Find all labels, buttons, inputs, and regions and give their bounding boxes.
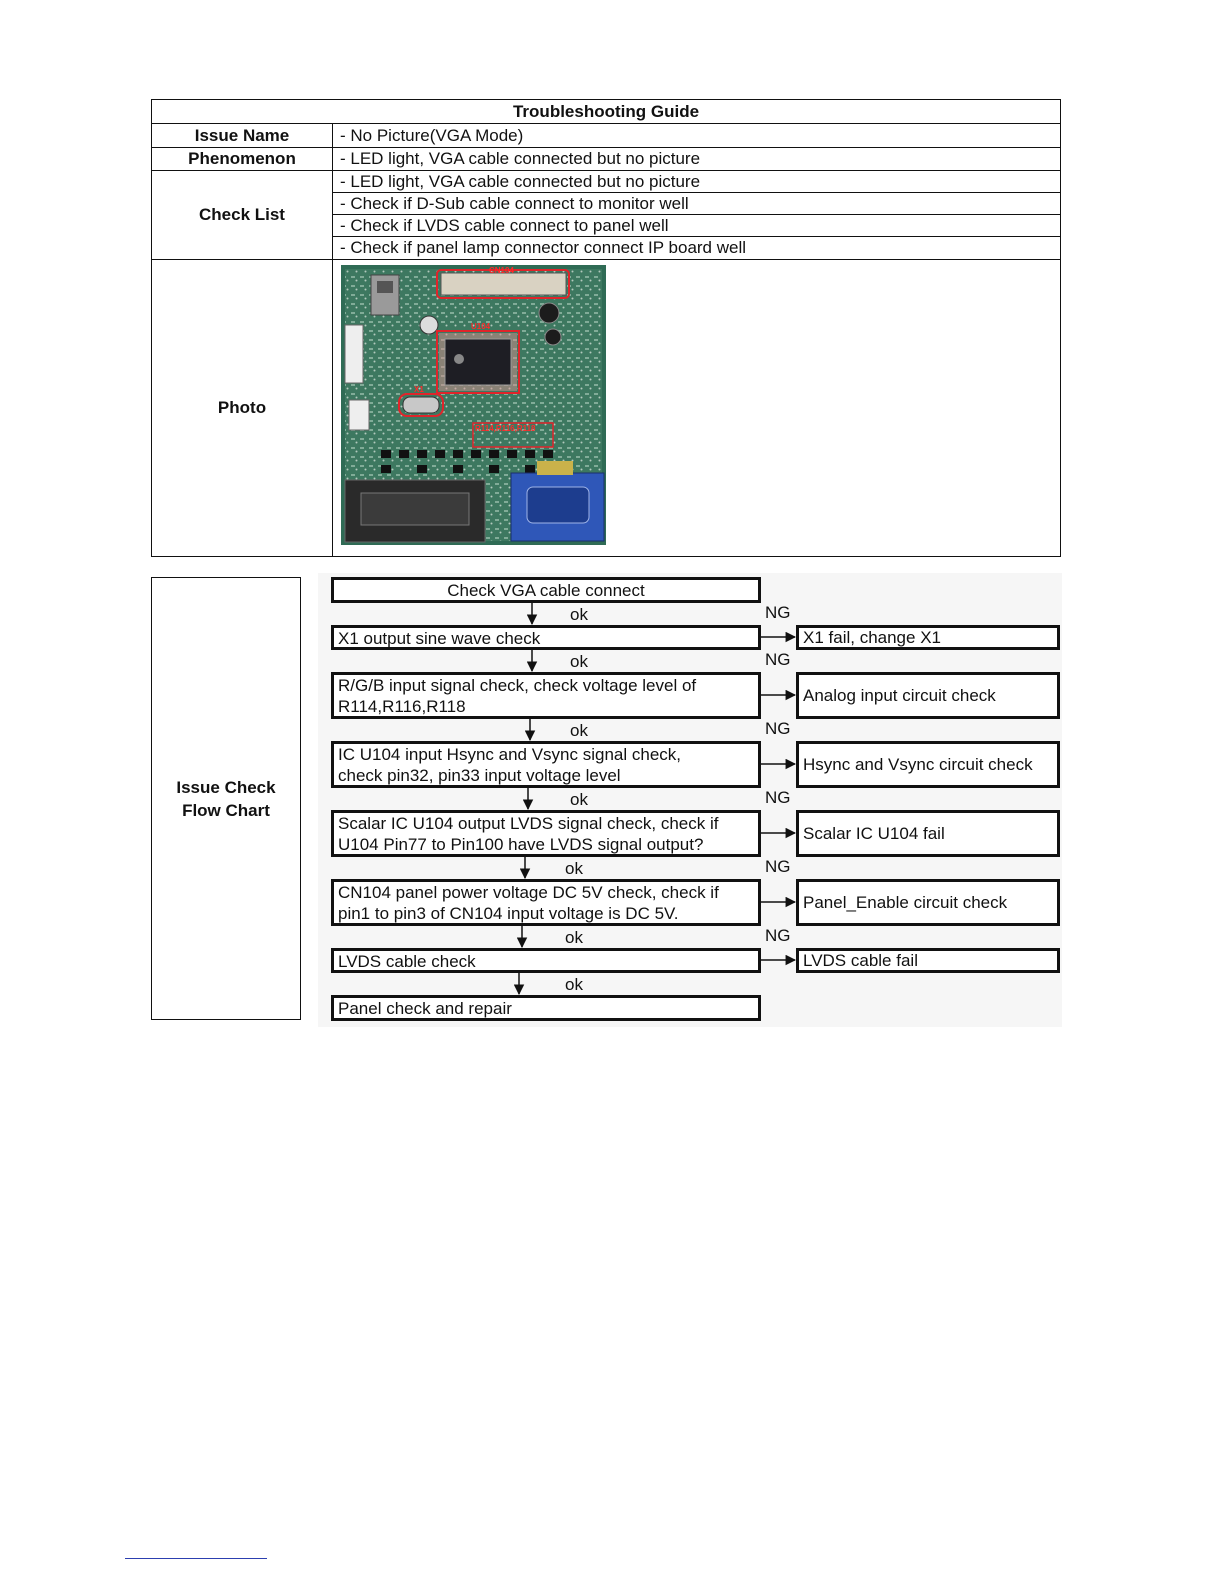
flow-step-2: X1 output sine wave check: [331, 625, 761, 650]
flow-step-5: Scalar IC U104 output LVDS signal check, check if U104 Pin77 to Pin100 have LVDS signal output?: [331, 810, 761, 857]
flow-fail-6: LVDS cable fail: [796, 948, 1060, 973]
issue-name-value: - No Picture(VGA Mode): [333, 124, 1061, 148]
check-list-item: - LED light, VGA cable connected but no picture: [333, 171, 1061, 193]
photo-label: Photo: [152, 260, 333, 557]
ng-label: NG: [765, 788, 791, 807]
check-list-label: Check List: [152, 171, 333, 260]
flow-fail-5: Panel_Enable circuit check: [796, 879, 1060, 926]
ok-label: ok: [565, 928, 583, 947]
phenomenon-value: - LED light, VGA cable connected but no picture: [333, 148, 1061, 171]
ok-label: ok: [570, 652, 588, 671]
callout-cn104: CN104: [489, 266, 514, 275]
issue-name-label: Issue Name: [152, 124, 333, 148]
flow-fail-3: Hsync and Vsync circuit check: [796, 741, 1060, 788]
phenomenon-label: Phenomenon: [152, 148, 333, 171]
ok-label: ok: [570, 790, 588, 809]
guide-title: Troubleshooting Guide: [152, 100, 1061, 124]
flow-step-7: LVDS cable check: [331, 948, 761, 973]
check-list-item: - Check if panel lamp connector connect IP board well: [333, 237, 1061, 260]
ng-label: NG: [765, 603, 791, 622]
flow-step-8: Panel check and repair: [331, 995, 761, 1021]
flow-step-4: IC U104 input Hsync and Vsync signal check, check pin32, pin33 input voltage level: [331, 741, 761, 788]
troubleshooting-guide-table: [151, 99, 1061, 557]
check-list-item: - Check if LVDS cable connect to panel well: [333, 215, 1061, 237]
ok-label: ok: [570, 721, 588, 740]
flow-fail-2: Analog input circuit check: [796, 672, 1060, 719]
footnote-separator: [125, 1558, 267, 1559]
callout-x1: X1: [414, 385, 424, 394]
callout-resistors: R114,R116,R118: [475, 424, 536, 433]
pcb-board-photo: [341, 265, 606, 545]
flow-step-6: CN104 panel power voltage DC 5V check, check if pin1 to pin3 of CN104 input voltage is DC 5V.: [331, 879, 761, 926]
photo-cell: [333, 260, 1061, 557]
flow-chart-label: [151, 577, 301, 1020]
ng-label: NG: [765, 857, 791, 876]
check-list-item: - Check if D-Sub cable connect to monitor well: [333, 193, 1061, 215]
callout-u104: U104: [471, 322, 491, 331]
ng-label: NG: [765, 650, 791, 669]
ok-label: ok: [565, 859, 583, 878]
flow-fail-1: X1 fail, change X1: [796, 625, 1060, 650]
flow-fail-4: Scalar IC U104 fail: [796, 810, 1060, 857]
flow-chart-label-text: Issue Check Flow Chart: [176, 777, 276, 820]
ok-label: ok: [565, 975, 583, 994]
ng-label: NG: [765, 719, 791, 738]
flow-step-3: R/G/B input signal check, check voltage level of R114,R116,R118: [331, 672, 761, 719]
ok-label: ok: [570, 605, 588, 624]
flow-step-1: Check VGA cable connect: [331, 577, 761, 603]
ng-label: NG: [765, 926, 791, 945]
